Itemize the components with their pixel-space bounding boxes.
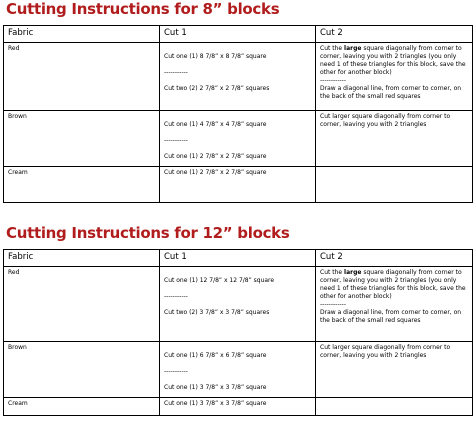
cut-1-line: Cut two (2) 3 7/8” x 3 7/8” squares (164, 309, 270, 316)
cut-2-cell (316, 167, 473, 203)
cut-1-cell (160, 267, 316, 342)
cut-1-cell (160, 43, 316, 111)
table-header-row (4, 250, 473, 267)
cut-1-line: Cut one (1) 8 7/8” x 8 7/8” square (164, 53, 267, 60)
fabric-cell: Red (4, 267, 160, 342)
fabric-cell: Cream (4, 398, 160, 416)
fabric-cell: Brown (4, 111, 160, 167)
column-header-cut-1: Cut 1 (160, 250, 316, 267)
fabric-cell: Cream (4, 167, 160, 203)
table-row-brown (4, 111, 473, 167)
cut-1-cell: Cut one (1) 2 7/8” x 2 7/8” square (160, 167, 316, 203)
table-row-cream (4, 398, 473, 416)
cut-1-cell: Cut one (1) 3 7/8” x 3 7/8” square (160, 398, 316, 416)
cut-1-cell (160, 111, 316, 167)
table-row-cream (4, 167, 473, 203)
table-row-brown (4, 342, 473, 398)
separator: ------------ (320, 301, 346, 308)
cut-1-line: Cut one (1) 2 7/8” x 2 7/8” square (164, 153, 267, 160)
cut-2-text: Cut the large square diagonally from corner to corner, leaving you with 2 triangles (you only need 1 of these triangles for this block, save the other for another block) (320, 45, 466, 76)
column-header-cut-2: Cut 2 (316, 250, 473, 267)
separator: ----------- (164, 69, 188, 76)
cutting-table (3, 249, 473, 416)
cut-2-cell (316, 267, 473, 342)
cut-2-cell: Cut larger square diagonally from corner to corner, leaving you with 2 triangles (316, 111, 473, 167)
cut-2-cell (316, 398, 473, 416)
table-row-red (4, 267, 473, 342)
table-row-red (4, 43, 473, 111)
column-header-cut-1: Cut 1 (160, 26, 316, 43)
cut-1-cell (160, 342, 316, 398)
cut-1-line: Cut one (1) 3 7/8” x 3 7/8” square (164, 384, 267, 391)
cut-1-line: Cut one (1) 12 7/8” x 12 7/8” square (164, 277, 275, 284)
separator: ----------- (164, 137, 188, 144)
table-header-row (4, 26, 473, 43)
cut-2-text: Draw a diagonal line, from corner to corner, on the back of the small red squares (320, 85, 462, 100)
cut-1-line: Cut one (1) 4 7/8” x 4 7/8” square (164, 121, 267, 128)
separator: ----------- (164, 293, 188, 300)
cut-2-cell (316, 43, 473, 111)
cut-2-cell: Cut larger square diagonally from corner to corner, leaving you with 2 triangles (316, 342, 473, 398)
column-header-cut-2: Cut 2 (316, 26, 473, 43)
separator: ------------ (320, 77, 346, 84)
cut-1-line: Cut one (1) 6 7/8” x 6 7/8” square (164, 352, 267, 359)
section-title: Cutting Instructions for 8” blocks (6, 0, 280, 18)
separator: ----------- (164, 368, 188, 375)
section-title: Cutting Instructions for 12” blocks (6, 224, 290, 242)
column-header-fabric: Fabric (4, 250, 160, 267)
cutting-table (3, 25, 473, 203)
cut-2-text: Cut the large square diagonally from corner to corner, leaving you with 2 triangles (you only need 1 of these triangles for this block, save the other for another block) (320, 269, 466, 300)
fabric-cell: Red (4, 43, 160, 111)
cut-1-line: Cut two (2) 2 7/8” x 2 7/8” squares (164, 85, 270, 92)
column-header-fabric: Fabric (4, 26, 160, 43)
cut-2-text: Draw a diagonal line, from corner to corner, on the back of the small red squares (320, 309, 462, 324)
fabric-cell: Brown (4, 342, 160, 398)
